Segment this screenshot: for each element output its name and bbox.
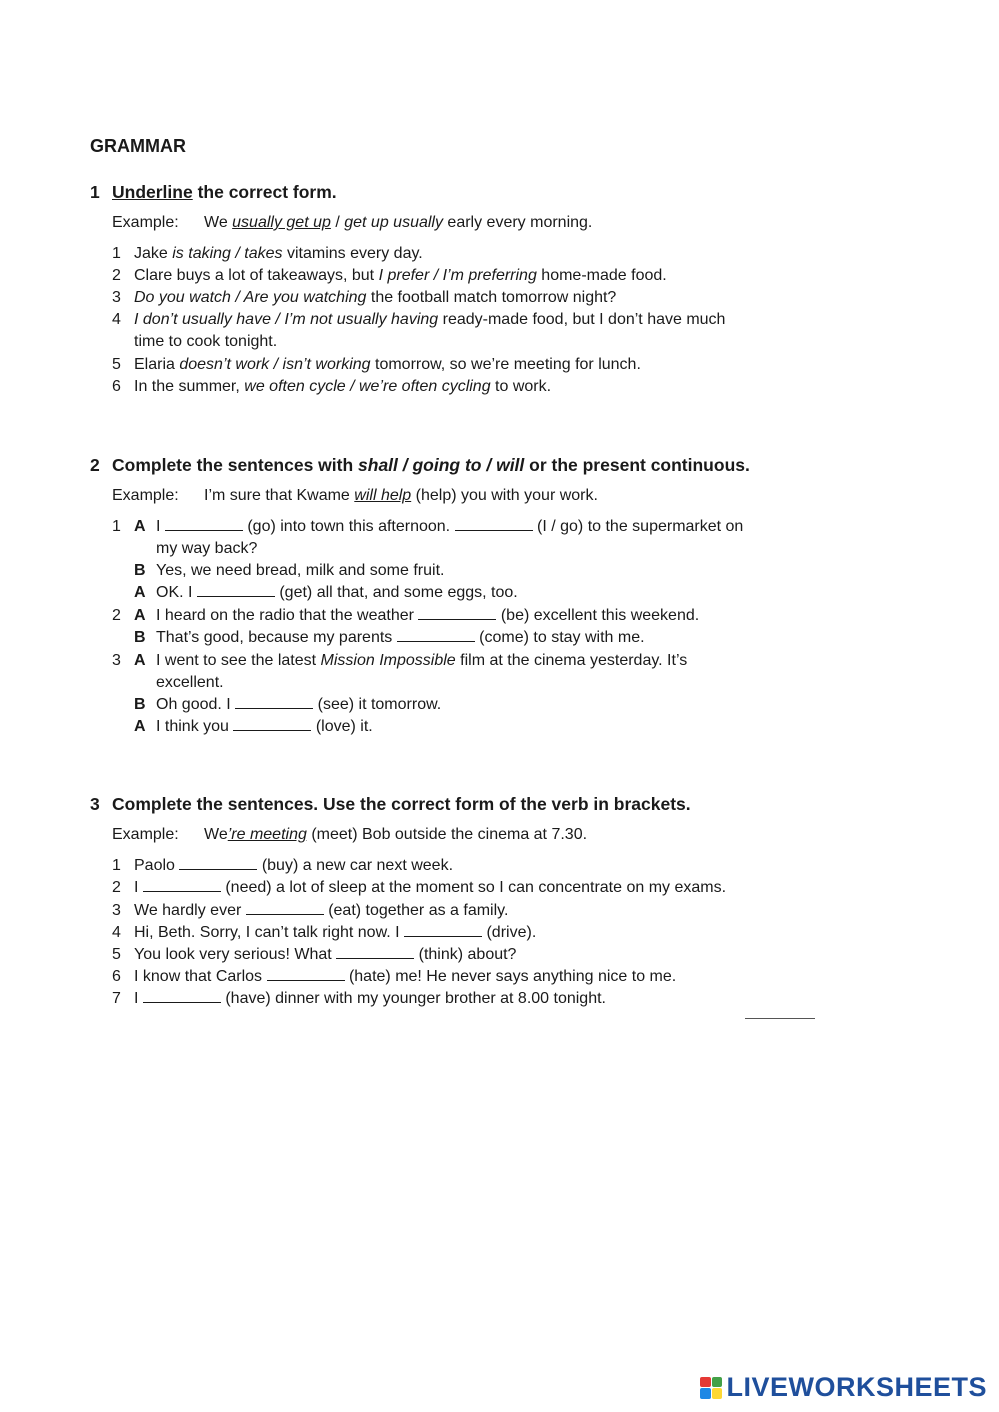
answer-blank[interactable] bbox=[235, 694, 313, 709]
section-number: 1 bbox=[90, 182, 100, 202]
answer-blank[interactable] bbox=[404, 922, 482, 937]
speaker-label: A bbox=[134, 584, 146, 601]
answer-blank[interactable] bbox=[197, 582, 275, 597]
answer-options[interactable]: I don’t usually have / I’m not usually having bbox=[134, 311, 439, 328]
answer-blank[interactable] bbox=[143, 877, 221, 892]
answer-options[interactable]: I prefer / I’m preferring bbox=[378, 267, 537, 284]
section-number: 3 bbox=[90, 794, 100, 814]
example-answer: ’re meeting bbox=[227, 826, 307, 843]
section-2-heading: 2 Complete the sentences with shall / going to / will or the present continuous. bbox=[90, 455, 750, 475]
speaker-label: A bbox=[134, 518, 146, 535]
speaker-label: B bbox=[134, 696, 146, 713]
answer-blank[interactable] bbox=[455, 516, 533, 531]
example-label: Example: bbox=[112, 487, 179, 504]
section-1-example: Example: We usually get up / get up usually early every morning. bbox=[112, 214, 593, 231]
section-3-list: 1 Paolo (buy) a new car next week. 2 I (need) a lot of sleep at the moment so I can concentrate on my exams. 3 We hardly ever (eat) together as a family. 4 Hi, Beth. Sorry, I can’t talk right now. I (drive). 5 You look very serious! What (think) about? 6 I know that Carlos (hate) me! He never says anything nice to me. 7 I (have) dinner with my younger brother at 8.00 tonight. bbox=[112, 857, 727, 1007]
logo-mark-icon bbox=[700, 1377, 722, 1399]
example-answer: usually get up bbox=[232, 214, 331, 231]
section-3-example: Example: We’re meeting (meet) Bob outside the cinema at 7.30. bbox=[112, 826, 588, 843]
score-line bbox=[745, 1018, 815, 1019]
section-3-heading: 3 Complete the sentences. Use the correct form of the verb in brackets. bbox=[90, 794, 691, 814]
section-1-list: 1 Jake is taking / takes vitamins every day. 2 Clare buys a lot of takeaways, but I prefer / I’m preferring home-made food. 3 Do you watch / Are you watching the football match tomorrow night? 4 I don’t usually have / I’m not usually having ready-made food, but I don’t have much time to cook tonight. 5 Elaria doesn’t work / isn’t working tomorrow, so we’re meeting for lunch. 6 In the summer, we often cycle / we’re often cycling to work. bbox=[112, 245, 726, 395]
section-2-example: Example: I’m sure that Kwame will help (help) you with your work. bbox=[112, 487, 598, 504]
answer-options[interactable]: Do you watch / Are you watching bbox=[134, 289, 367, 306]
liveworksheets-logo[interactable] bbox=[700, 1372, 987, 1403]
answer-blank[interactable] bbox=[397, 627, 475, 642]
speaker-label: B bbox=[134, 629, 146, 646]
answer-blank[interactable] bbox=[143, 988, 221, 1003]
answer-blank[interactable] bbox=[233, 716, 311, 731]
speaker-label: A bbox=[134, 652, 146, 669]
example-answer: will help bbox=[354, 487, 412, 504]
answer-blank[interactable] bbox=[165, 516, 243, 531]
answer-options[interactable]: doesn’t work / isn’t working bbox=[179, 356, 371, 373]
speaker-label: A bbox=[134, 607, 146, 624]
answer-blank[interactable] bbox=[267, 966, 345, 981]
speaker-label: B bbox=[134, 562, 146, 579]
section-1-heading: 1 Underline the correct form. bbox=[90, 182, 337, 202]
answer-options[interactable]: we often cycle / we’re often cycling bbox=[244, 378, 491, 395]
example-label: Example: bbox=[112, 826, 179, 843]
answer-blank[interactable] bbox=[179, 855, 257, 870]
answer-options[interactable]: is taking / takes bbox=[172, 245, 283, 262]
logo-text: LIVEWORKSHEETS bbox=[726, 1372, 987, 1402]
section-number: 2 bbox=[90, 455, 100, 475]
heading-underlined-word: Underline bbox=[112, 182, 193, 202]
section-2-dialogues: 1 A I (go) into town this afternoon. (I / go) to the supermarket on my way back? B Yes, we need bread, milk and some fruit. A OK. I (get) all that, and some eggs, too. 2 A I heard on the radio that the weather (be) excellent this weekend. B That’s good, because my parents (come) to stay with me. 3 A I went to see the latest Mission Impossible film at the cinema yesterday. It’s excellent. B Oh good. I (see) it tomorrow. A I think you (love) it. bbox=[112, 516, 832, 746]
answer-blank[interactable] bbox=[418, 605, 496, 620]
answer-blank[interactable] bbox=[246, 900, 324, 915]
speaker-label: A bbox=[134, 718, 146, 735]
film-title: Mission Impossible bbox=[320, 652, 456, 669]
example-label: Example: bbox=[112, 214, 179, 231]
page-title: GRAMMAR bbox=[90, 136, 186, 156]
answer-blank[interactable] bbox=[336, 944, 414, 959]
